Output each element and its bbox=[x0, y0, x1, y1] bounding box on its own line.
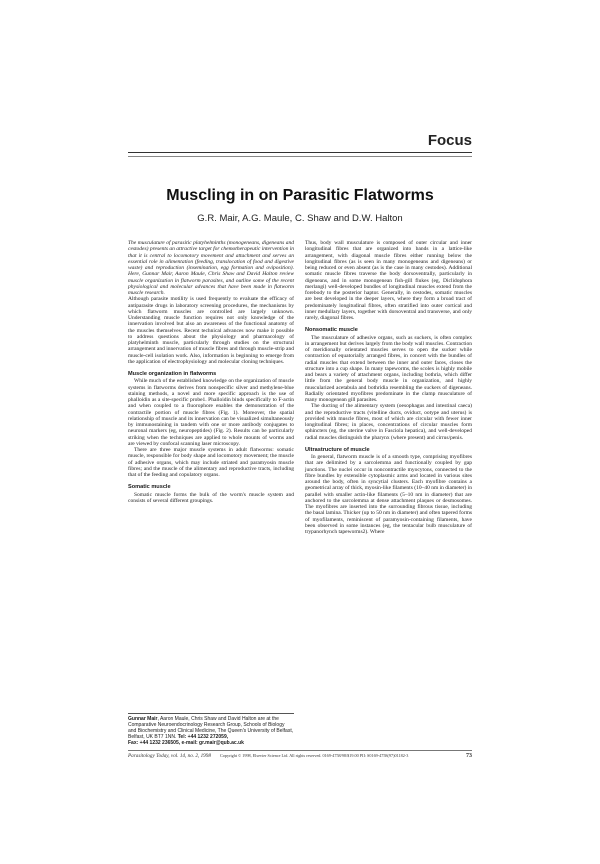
body-paragraph: There are three major muscle systems in adult flatworms: somatic muscle, responsible for body shape and locomotory movement; the muscle of adhesive organs, which may include striated and paramyosin muscle fibres; and the muscle of the alimentary and reproductive tracts, including that of the feeding and copulatory organs. bbox=[128, 447, 294, 478]
article-authors: G.R. Mair, A.G. Maule, C. Shaw and D.W. Halton bbox=[197, 213, 403, 224]
header-rule-thin bbox=[128, 156, 472, 157]
affiliation-text: , Aaron Maule, Chris Shaw and David Halton are at the Comparative Neuroendocrinology Research Group, Schools of Biology and Biochemistry and Clinical Medicine, The Queen's University of Belfast, Belfast, UK BT7 1NN. bbox=[128, 716, 294, 740]
heading-muscle-organization: Muscle organization in flatworms bbox=[128, 371, 217, 377]
header-rule bbox=[128, 152, 472, 153]
heading-ultrastructure: Ultrastructure of muscle bbox=[305, 446, 370, 453]
right-column bbox=[305, 240, 472, 535]
body-paragraph: While much of the established knowledge on the organization of muscle systems in flatworms derives from nonspecific silver and methylene-blue staining methods, a novel and more specific approach is the use of phalloidin as a site-specific probe1. Phalloidin binds specifically to F-actin and when coupled to a fluorophore enables the demonstration of the contractile portion of muscle fibres (Fig. 1). Moreover, the spatial relationship of muscle and its innervation can be visualized simultaneously by immunostaining in tandem with one or more antibody conjugates to neuronal markers (eg, neuropeptides) (Fig. 2). Results can be particularly striking when the techniques are applied to whole mounts of worms and are viewed by confocal scanning laser microscopy. bbox=[128, 378, 294, 447]
left-column bbox=[128, 240, 294, 504]
abstract: The musculature of parasitic platyhelminths (monogeneans, digeneans and cestodes) presents an attractive target for chemotherapeutic intervention in that it is central to locomotory movement and attachment and serves an essential role in alimentation (feeding, translocation of food and digestive waste) and reproduction (insemination, egg formation and oviposition). Here, Gunnar Mair, Aaron Maule, Chris Shaw and David Halton review muscle organization in flatworm parasites, and outline some of the recent physiological and molecular advances that have been made in flatworm muscle research. bbox=[128, 240, 294, 296]
journal-citation: Parasitology Today, vol. 14, no. 2, 1998 bbox=[128, 753, 211, 759]
body-paragraph: In general, flatworm muscle is of a smooth type, comprising myofibres that are delimited by a sarcolemma and functionally coupled by gap junctions. The nuclei occur in noncontractile myocytons, connected to the fibre bundles by extensible cytoplasmic arms and located in various sites around the body, often in syncytial clusters. Each myofibre contains a geometrical array of thick, myosin-like filaments (10–40 nm in diameter) in parallel with smaller actin-like filaments (5–10 nm in diameter) that are anchored to the sarcolemma at dense attachment plaques or desmosomes. The myofibres are inserted into the surrounding fibrous tissue, including the basal lamina. Thicker (up to 50 nm in diameter) and often tapered forms of myofilaments, reminiscent of paramyosin-containing filaments, have been observed in some instances (eg, the tentacular bulb musculature of trypanorhynch tapeworms2). Where bbox=[305, 454, 472, 535]
affiliation-fax-email: Fax: +44 1232 236505, e-mail: gr.mair@qub.ac.uk bbox=[128, 740, 244, 746]
body-paragraph: Somatic muscle forms the bulk of the worm's muscle system and consists of several different groupings. bbox=[128, 491, 294, 504]
section-label: Focus bbox=[427, 132, 472, 149]
body-paragraph: The musculature of adhesive organs, such as suckers, is often complex in arrangement but derives largely from the body wall muscles. Contraction of meridionally orientated muscles serves to open the sucker while contraction of equatorially arranged fibres, in concert with the bundles of radial muscles that extend between the inner and outer faces, closes the structure into a cup shape. In many tapeworms, the scolex is highly mobile and bears a variety of attachment organs, including bothria, which differ little from the general body muscle in organization, and highly muscularized acetabula and bothridia resembling the suckers of digeneans. Radially orientated myofibres predominate in the clamp musculature of many monogenean gill parasites. bbox=[305, 334, 472, 403]
heading-somatic-muscle: Somatic muscle bbox=[128, 484, 171, 491]
heading-nonsomatic-muscle: Nonsomatic muscle bbox=[305, 327, 358, 334]
author-affiliation bbox=[128, 713, 294, 746]
footer-rule bbox=[128, 750, 472, 751]
affiliation-tel: Tel: +44 1232 272059, bbox=[177, 734, 229, 740]
page-footer bbox=[128, 753, 472, 759]
article-title: Muscling in on Parasitic Flatworms bbox=[166, 187, 434, 204]
body-paragraph: Thus, body wall musculature is composed of outer circular and inner longitudinal fibres that are organized into bands in a lattice-like arrangement, with diagonal muscle fibres either running below the longitudinal fibres (as is seen in many monogeneans and digeneans) or being reduced or even absent (as is the case in many cestodes). Additional somatic muscle fibres traverse the body dorsoventrally, particularly in digeneans, and in some monogenean fish-gill flukes (eg, Diclidophora merlangi) well-developed bundles of longitudinal muscles extend from the forebody to the posterior haptor. Generally, in cestodes, somatic muscles are best developed in the deeper layers, where they form a broad tract of predominately longitudinal fibres, often stratified into outer cortical and inner medullary layers, together with dorsoventral and transverse, and only rarely, diagonal fibres. bbox=[305, 240, 472, 321]
page-number: 73 bbox=[466, 753, 472, 759]
copyright-line: Copyright © 1998, Elsevier Science Ltd. All rights reserved. 0169-4758/98/$19.00 PII: S0169-4758(97)01182-3 bbox=[220, 753, 409, 758]
affiliation-lead-author: Gunnar Mair bbox=[128, 716, 158, 722]
intro-paragraph: Although parasite motility is used frequently to evaluate the efficacy of antiparasite drugs in laboratory screening procedures, the mechanisms by which flatworm muscles are controlled are largely unknown. Understanding muscle function requires not only knowledge of the innervation involved but also an awareness of the functional anatomy of the muscles themselves. Recent technical advances now make it possible to address questions about the physiology and pharmacology of platyhelminth muscle, particularly through studies on the structural arrangement and innervation of muscle fibres and through muscle-strip and muscle-cell isolation work. Also, information is beginning to emerge from the application of electrophysiology and molecular cloning techniques. bbox=[128, 296, 294, 365]
body-paragraph: The ducting of the alimentary system (oesophagus and intestinal caeca) and the reproductive tracts (vitelline ducts, oviduct, ootype and uterus) is provided with muscle fibres, most of which are circular with fewer inner longitudinal fibres; in places, concentrations of circular muscles form sphincters (eg, the uterine valve in Fasciola hepatica), and well-developed radial muscles distinguish the pharynx (where present) and cirrus/penis. bbox=[305, 403, 472, 441]
